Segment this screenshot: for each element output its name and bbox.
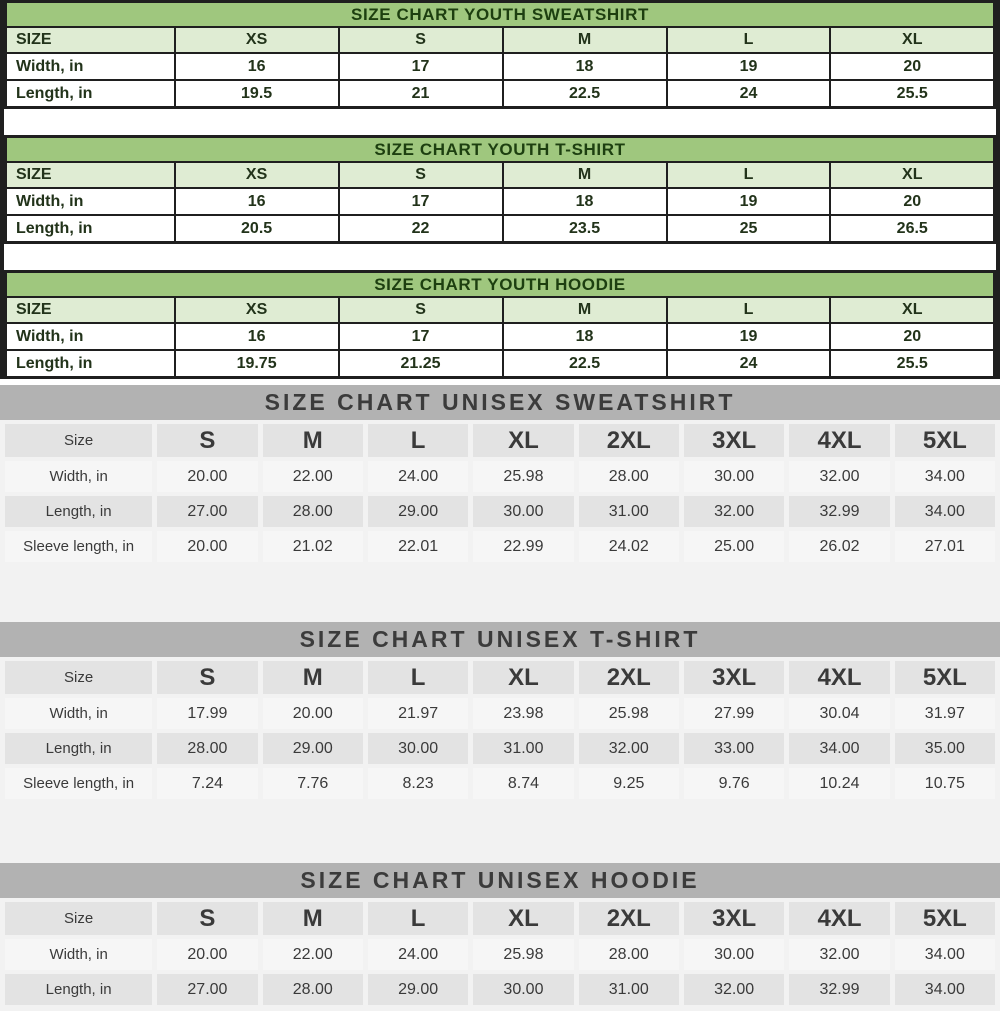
size-value: 16: [175, 188, 339, 215]
size-value: 25.00: [684, 531, 784, 562]
size-value: 31.00: [473, 733, 573, 764]
size-value: 18: [503, 323, 667, 350]
size-column-header: L: [667, 27, 831, 53]
size-value: 30.00: [684, 461, 784, 492]
size-value: 9.76: [684, 768, 784, 799]
size-value: 27.01: [895, 531, 995, 562]
unisex-sweatshirt-table: [0, 420, 1000, 566]
table-title: SIZE CHART YOUTH T-SHIRT: [6, 137, 995, 163]
size-column-header: M: [263, 661, 363, 694]
size-label-header: Size: [5, 424, 152, 457]
size-column-header: L: [667, 297, 831, 323]
size-value: 16: [175, 323, 339, 350]
size-column-header: S: [157, 424, 257, 457]
row-label: Length, in: [6, 80, 175, 108]
row-label: Width, in: [6, 53, 175, 80]
size-value: 20.00: [263, 698, 363, 729]
size-value: 8.23: [368, 768, 468, 799]
size-value: 25.5: [830, 350, 994, 378]
size-value: 24.00: [368, 939, 468, 970]
size-label-header: SIZE: [6, 162, 175, 188]
size-column-header: M: [263, 424, 363, 457]
size-value: 27.00: [157, 974, 257, 1005]
size-column-header: XL: [830, 27, 994, 53]
size-value: 28.00: [579, 461, 679, 492]
size-value: 25.98: [473, 461, 573, 492]
size-value: 24.00: [368, 461, 468, 492]
size-value: 23.5: [503, 215, 667, 243]
size-value: 20.00: [157, 461, 257, 492]
table-title: SIZE CHART YOUTH HOODIE: [6, 272, 995, 298]
unisex-hoodie-table: [0, 898, 1000, 1009]
size-column-header: S: [157, 902, 257, 935]
size-value: 33.00: [684, 733, 784, 764]
size-column-header: M: [503, 297, 667, 323]
size-value: 8.74: [473, 768, 573, 799]
size-value: 17: [339, 188, 503, 215]
size-column-header: 5XL: [895, 424, 995, 457]
size-column-header: L: [368, 424, 468, 457]
size-value: 20: [830, 323, 994, 350]
size-column-header: XS: [175, 27, 339, 53]
unisex-tshirt-size-chart: [0, 622, 1000, 803]
size-value: 19.75: [175, 350, 339, 378]
size-label-header: Size: [5, 661, 152, 694]
size-value: 19: [667, 188, 831, 215]
table-title: SIZE CHART YOUTH SWEATSHIRT: [6, 2, 995, 28]
size-column-header: 4XL: [789, 424, 889, 457]
unisex-size-charts-panel: [0, 385, 1000, 1011]
size-column-header: 3XL: [684, 424, 784, 457]
row-label: Width, in: [6, 323, 175, 350]
row-label: Width, in: [6, 188, 175, 215]
size-column-header: 3XL: [684, 661, 784, 694]
size-value: 10.24: [789, 768, 889, 799]
size-value: 34.00: [895, 461, 995, 492]
size-value: 17: [339, 323, 503, 350]
size-column-header: 2XL: [579, 661, 679, 694]
size-value: 29.00: [368, 496, 468, 527]
table-title: SIZE CHART UNISEX SWEATSHIRT: [0, 385, 1000, 420]
row-label: Length, in: [5, 496, 152, 527]
size-value: 7.76: [263, 768, 363, 799]
size-value: 21.02: [263, 531, 363, 562]
size-value: 25.98: [473, 939, 573, 970]
size-value: 32.00: [789, 939, 889, 970]
size-value: 22: [339, 215, 503, 243]
size-label-header: Size: [5, 902, 152, 935]
size-column-header: M: [503, 162, 667, 188]
row-label: Width, in: [5, 939, 152, 970]
size-value: 30.00: [473, 496, 573, 527]
size-value: 32.00: [789, 461, 889, 492]
size-value: 17: [339, 53, 503, 80]
size-value: 27.99: [684, 698, 784, 729]
row-label: Sleeve length, in: [5, 768, 152, 799]
size-column-header: S: [339, 297, 503, 323]
size-column-header: 5XL: [895, 902, 995, 935]
size-column-header: XS: [175, 162, 339, 188]
size-value: 21.97: [368, 698, 468, 729]
size-value: 22.00: [263, 939, 363, 970]
size-column-header: 4XL: [789, 661, 889, 694]
size-label-header: SIZE: [6, 297, 175, 323]
size-value: 27.00: [157, 496, 257, 527]
unisex-sweatshirt-size-chart: [0, 385, 1000, 566]
row-label: Length, in: [6, 215, 175, 243]
size-value: 20.5: [175, 215, 339, 243]
size-column-header: L: [368, 661, 468, 694]
size-column-header: 4XL: [789, 902, 889, 935]
row-label: Width, in: [5, 461, 152, 492]
size-value: 28.00: [157, 733, 257, 764]
size-value: 18: [503, 53, 667, 80]
size-value: 20: [830, 53, 994, 80]
size-value: 22.5: [503, 350, 667, 378]
unisex-tshirt-table: [0, 657, 1000, 803]
size-column-header: M: [263, 902, 363, 935]
size-label-header: SIZE: [6, 27, 175, 53]
size-value: 19: [667, 53, 831, 80]
size-value: 28.00: [263, 496, 363, 527]
size-value: 32.99: [789, 974, 889, 1005]
size-column-header: XL: [473, 661, 573, 694]
row-label: Length, in: [6, 350, 175, 378]
size-column-header: S: [339, 27, 503, 53]
table-title: SIZE CHART UNISEX T-SHIRT: [0, 622, 1000, 657]
row-label: Length, in: [5, 733, 152, 764]
size-value: 30.00: [473, 974, 573, 1005]
size-value: 30.04: [789, 698, 889, 729]
size-value: 26.5: [830, 215, 994, 243]
size-column-header: XL: [473, 424, 573, 457]
table-title: SIZE CHART UNISEX HOODIE: [0, 863, 1000, 898]
size-value: 25.98: [579, 698, 679, 729]
size-value: 32.00: [684, 974, 784, 1005]
size-value: 29.00: [263, 733, 363, 764]
size-column-header: XL: [830, 297, 994, 323]
size-value: 30.00: [684, 939, 784, 970]
youth-size-charts-panel: [0, 0, 1000, 379]
youth-hoodie-size-chart: [4, 270, 996, 379]
size-value: 34.00: [895, 974, 995, 1005]
size-column-header: 2XL: [579, 424, 679, 457]
size-column-header: S: [339, 162, 503, 188]
size-value: 23.98: [473, 698, 573, 729]
row-label: Length, in: [5, 974, 152, 1005]
size-value: 25.5: [830, 80, 994, 108]
size-value: 9.25: [579, 768, 679, 799]
size-value: 19.5: [175, 80, 339, 108]
size-value: 20.00: [157, 939, 257, 970]
size-value: 22.5: [503, 80, 667, 108]
size-value: 22.01: [368, 531, 468, 562]
size-value: 20.00: [157, 531, 257, 562]
size-value: 22.00: [263, 461, 363, 492]
size-value: 32.99: [789, 496, 889, 527]
row-label: Sleeve length, in: [5, 531, 152, 562]
youth-sweatshirt-size-chart: [4, 0, 996, 109]
row-label: Width, in: [5, 698, 152, 729]
size-value: 31.00: [579, 974, 679, 1005]
size-value: 28.00: [579, 939, 679, 970]
size-column-header: XL: [473, 902, 573, 935]
size-value: 31.97: [895, 698, 995, 729]
size-column-header: 3XL: [684, 902, 784, 935]
size-value: 24: [667, 80, 831, 108]
size-column-header: L: [368, 902, 468, 935]
size-value: 19: [667, 323, 831, 350]
size-value: 28.00: [263, 974, 363, 1005]
size-column-header: XS: [175, 297, 339, 323]
size-column-header: XL: [830, 162, 994, 188]
size-column-header: S: [157, 661, 257, 694]
size-value: 22.99: [473, 531, 573, 562]
youth-tshirt-size-chart: [4, 135, 996, 244]
size-value: 30.00: [368, 733, 468, 764]
size-value: 34.00: [895, 939, 995, 970]
size-value: 10.75: [895, 768, 995, 799]
size-value: 26.02: [789, 531, 889, 562]
size-value: 32.00: [579, 733, 679, 764]
size-column-header: 2XL: [579, 902, 679, 935]
size-value: 21.25: [339, 350, 503, 378]
size-value: 34.00: [789, 733, 889, 764]
size-value: 31.00: [579, 496, 679, 527]
size-value: 24.02: [579, 531, 679, 562]
size-value: 20: [830, 188, 994, 215]
size-value: 34.00: [895, 496, 995, 527]
size-value: 18: [503, 188, 667, 215]
size-value: 32.00: [684, 496, 784, 527]
size-value: 7.24: [157, 768, 257, 799]
size-value: 29.00: [368, 974, 468, 1005]
unisex-hoodie-size-chart: [0, 863, 1000, 1009]
size-column-header: M: [503, 27, 667, 53]
size-value: 35.00: [895, 733, 995, 764]
size-column-header: L: [667, 162, 831, 188]
size-value: 21: [339, 80, 503, 108]
size-value: 16: [175, 53, 339, 80]
size-value: 24: [667, 350, 831, 378]
size-value: 25: [667, 215, 831, 243]
size-value: 17.99: [157, 698, 257, 729]
size-column-header: 5XL: [895, 661, 995, 694]
